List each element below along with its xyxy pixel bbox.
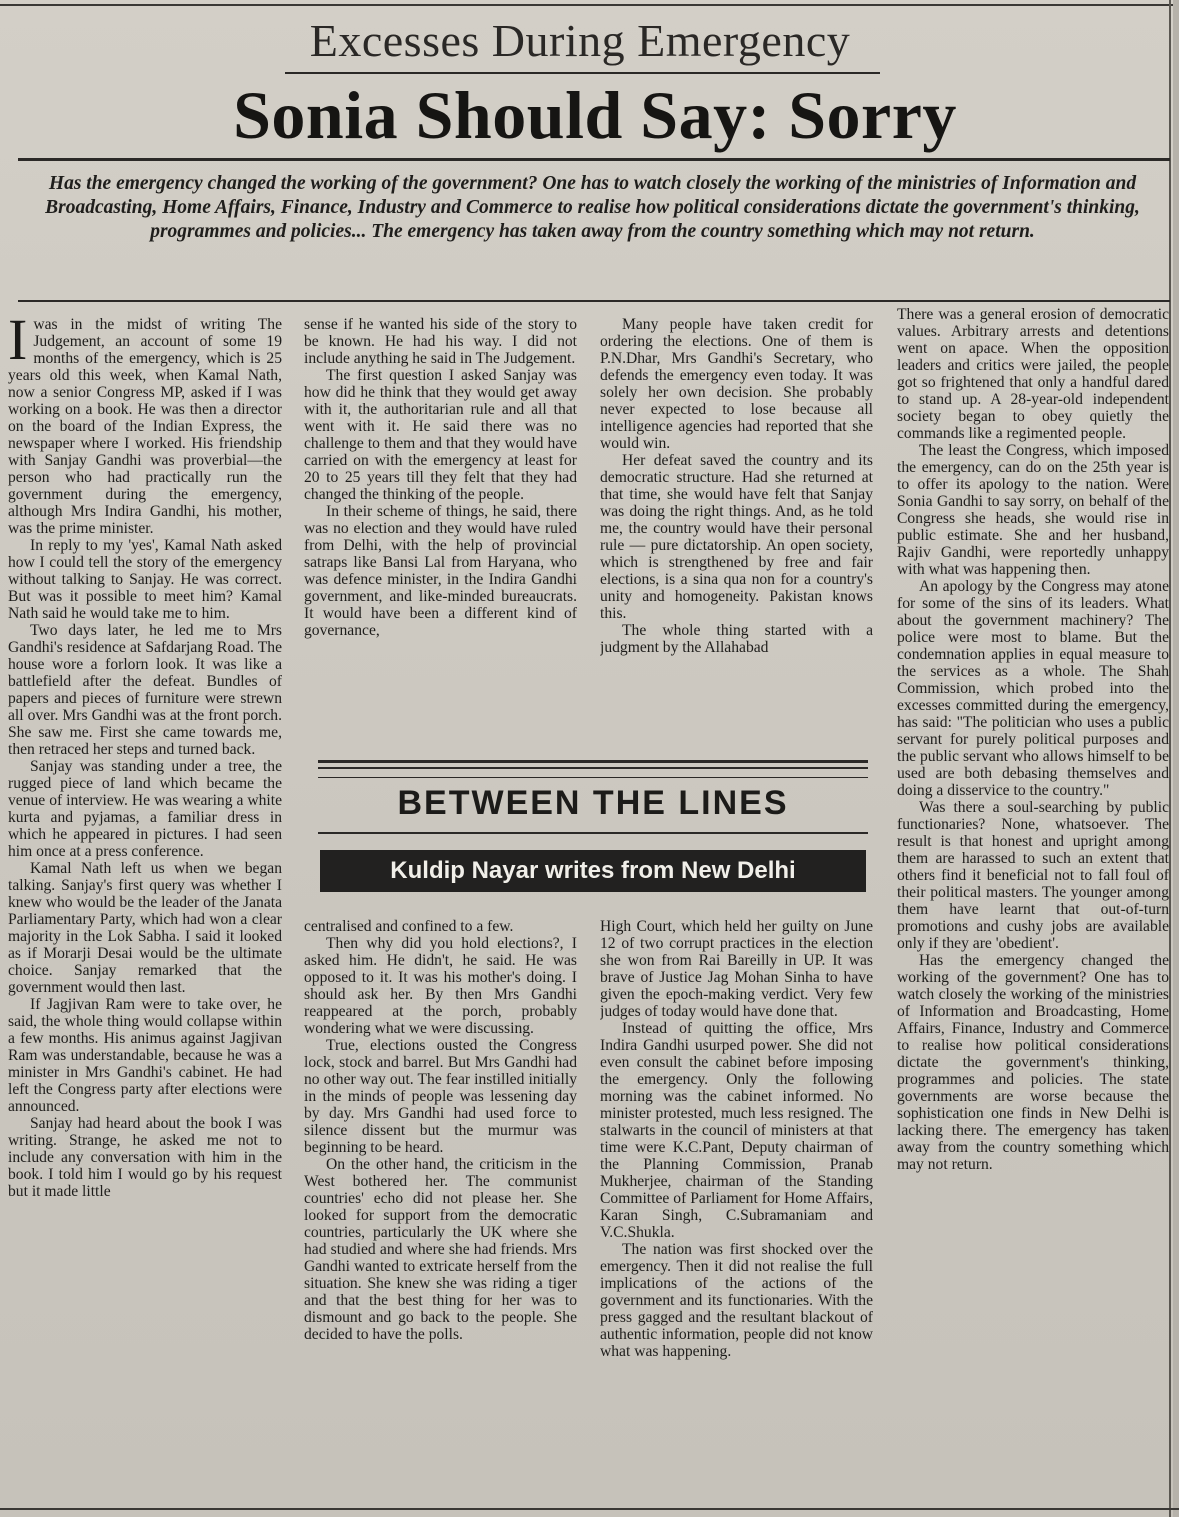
label-divider-rule <box>318 832 868 834</box>
paragraph: Sanjay was standing under a tree, the rugged piece of land which became the venue of interview. He was wearing a white kurta and pyjamas, a familiar dress in which he appeared in pictures. I had seen him once at a press conference. <box>8 758 282 860</box>
drop-cap: I <box>8 316 28 372</box>
paragraph: There was a general erosion of democratic values. Arbitrary arrests and detentions went on apace. When the opposition leaders and critics were jailed, the people got so frightened that only a handful dared to stand up. A 28-year-old independent society began to obey quietly the commands like a regimented people. <box>897 306 1169 442</box>
paragraph: The least the Congress, which imposed the emergency, can do on the 25th year is to offer its apology to the nation. Were Sonia Gandhi to say sorry, on behalf of the Congress she heads, she would rise in public estimate. She and her husband, Rajiv Gandhi, were reportedly unhappy with what was happening then. <box>897 442 1169 578</box>
column-label: BETWEEN THE LINES <box>397 784 789 822</box>
paragraph: Was there a soul-searching by public functionaries? None, whatsoever. The result is that honest and upright among them are harassed to such an extent that others find it beneficial not to fall foul of their political masters. The younger among them have learnt that out-of-turn promotions and cushy jobs are available only if they are 'obedient'. <box>897 799 1169 952</box>
paragraph: Sanjay had heard about the book I was writing. Strange, he asked me not to include any conversation with him in the book. I told him I would go by his request but it made little <box>8 1115 282 1200</box>
column-label-box <box>306 760 880 910</box>
article-column-3-top <box>600 316 873 746</box>
paragraph: In their scheme of things, he said, there was no election and they would have ruled from Delhi, with the help of provincial satraps like Bansi Lal from Haryana, who was defence minister, in the Indira Gandhi government, and like-minded bureaucrats. It would have been a different kind of governance, <box>304 503 577 639</box>
paragraph: The nation was first shocked over the emergency. Then it did not realise the full implications of the actions of the government and its functionaries. With the press gagged and the resultant blackout of authentic information, people did not know what was happening. <box>600 1241 873 1360</box>
top-rule <box>0 4 1179 6</box>
paragraph: Instead of quitting the office, Mrs Indira Gandhi usurped power. She did not even consult the cabinet before imposing the emergency. Only the following morning was the cabinet informed. No minister protested, much less resigned. The stalwarts in the council of ministers at that time were K.C.Pant, Deputy chairman of the Planning Commission, Pranab Mukherjee, chairman of the Standing Committee of Parliament for Home Affairs, Karan Singh, C.Subramaniam and V.C.Shukla. <box>600 1020 873 1241</box>
standfirst-bottom-rule <box>18 300 1170 302</box>
paragraph: High Court, which held her guilty on June 12 of two corrupt practices in the election she won from Rai Bareilly in UP. It was brave of Justice Jag Mohan Sinha to have given the epoch-making verdict. Very few judges of today would have done that. <box>600 918 873 1020</box>
paragraph: If Jagjivan Ram were to take over, he said, the whole thing would collapse within a few months. His animus against Jagjivan Ram was understandable, because he was a minister in Mrs Gandhi's cabinet. He had left the Congress party after elections were announced. <box>8 996 282 1115</box>
article-column-2-top <box>304 316 577 746</box>
paragraph: The whole thing started with a judgment by the Allahabad <box>600 622 873 656</box>
paragraph: Then why did you hold elections?, I asked him. He didn't, he said. He was opposed to it. It was his mother's doing. I should ask her. By then Mrs Gandhi reappeared at the porch, probably wondering what we were discussing. <box>304 935 577 1037</box>
right-column-rule <box>1169 0 1171 1517</box>
paragraph: Kamal Nath left us when we began talking. Sanjay's first query was whether I knew who would be the leader of the Janata Parliamentary Party, which had won a clear majority in the Lok Sabha. I said it looked as if Morarji Desai would be the ultimate choice. Sanjay remarked that the government would then last. <box>8 860 282 996</box>
label-top-rules <box>318 760 868 778</box>
paragraph: Two days later, he led me to Mrs Gandhi's residence at Safdarjang Road. The house wore a forlorn look. It was like a battlefield after the defeat. Bundles of papers and pieces of furniture were strewn all over. Mrs Gandhi was at the front porch. She saw me. First she came towards me, then retraced her steps and turned back. <box>8 622 282 758</box>
headline: Sonia Should Say: Sorry <box>233 77 957 153</box>
paragraph <box>8 316 282 537</box>
paragraph-text: was in the midst of writing The Judgement, an account of some 19 months of the emergency, which is 25 years old this week, when Kamal Nath, now a senior Congress MP, asked if I was working on a book. He was then a director on the board of the Indian Express, the newspaper where I worked. His friendship with Sanjay Gandhi was proverbial—the person who had practically run the government during the emergency, although Mrs Indira Gandhi, his mother, was the prime minister. <box>8 316 282 537</box>
article-column-4 <box>897 306 1169 1506</box>
standfirst-top-rule <box>18 158 1170 161</box>
standfirst: Has the emergency changed the working of the government? One has to watch closely the working of the ministries of Information and Broadcasting, Home Affairs, Finance, Industry and Commerce to realise how political considerations dictate the government's thinking, programmes and policies... The emergency has taken away from the country something which may not return. <box>45 173 1140 242</box>
paragraph: centralised and confined to a few. <box>304 918 514 935</box>
kicker-underline <box>285 72 880 74</box>
bottom-rule <box>0 1508 1179 1510</box>
byline: Kuldip Nayar writes from New Delhi <box>320 850 866 892</box>
article-column-1 <box>8 316 282 1506</box>
paragraph: sense if he wanted his side of the story to be known. He had his way. I did not include anything he said in The Judgement. <box>304 316 577 367</box>
paragraph: Has the emergency changed the working of the government? One has to watch closely the working of the ministries of Information and Broadcasting, Home Affairs, Finance, Industry and Commerce to realise how political considerations dictate the government's thinking, programmes and policies. The state governments are worse because the sophistication one finds in New Delhi is lacking there. The emergency has taken away from the country something which may not return. <box>897 952 1169 1173</box>
article-column-2-bottom <box>304 918 577 1506</box>
page-edge <box>1173 0 1179 1517</box>
paragraph: True, elections ousted the Congress lock, stock and barrel. But Mrs Gandhi had no other way out. The fear instilled initially in the minds of people was lessening day by day. Mrs Gandhi had used force to silence dissent but the murmur was beginning to be heard. <box>304 1037 577 1156</box>
paragraph: On the other hand, the criticism in the West bothered her. The communist countries' echo did not please her. She looked for support from the democratic countries, particularly the UK where she had studied and where she had friends. Mrs Gandhi wanted to extricate herself from the situation. She knew she was riding a tiger and that the best thing for her was to dismount and go back to the people. She decided to have the polls. <box>304 1156 577 1343</box>
kicker-heading: Excesses During Emergency <box>309 15 851 66</box>
paragraph: An apology by the Congress may atone for some of the sins of its leaders. What about the government machinery? The police were most to blame. But the condemnation applies in equal measure to the services as a whole. The Shah Commission, which probed into the excesses committed during the emergency, has said: "The politician who uses a public servant for purely political purposes and the public servant who allows himself to be used are both debasing themselves and doing a disservice to the country." <box>897 578 1169 799</box>
paragraph: The first question I asked Sanjay was how did he think that they would get away with it, the authoritarian rule and all that went with it. He said there was no challenge to them and that they would have carried on with the emergency at least for 20 to 25 years till they felt that they had changed the thinking of the people. <box>304 367 577 503</box>
paragraph: Her defeat saved the country and its democratic structure. Had she returned at that time, she would have felt that Sanjay was doing the right things. And, as he told me, the country would have their personal rule — pure dictatorship. An open society, which is strengthened by free and fair elections, is a sina qua non for a country's unity and homogeneity. Pakistan knows this. <box>600 452 873 622</box>
paragraph: Many people have taken credit for ordering the elections. One of them is P.N.Dhar, Mrs Gandhi's Secretary, who defends the emergency even today. It was solely her own decision. She probably never expected to lose because all intelligence agencies had reported that she would win. <box>600 316 873 452</box>
article-column-3-bottom <box>600 918 873 1506</box>
paragraph: In reply to my 'yes', Kamal Nath asked how I could tell the story of the emergency without talking to Sanjay. He was correct. But was it possible to meet him? Kamal Nath said he would take me to him. <box>8 537 282 622</box>
